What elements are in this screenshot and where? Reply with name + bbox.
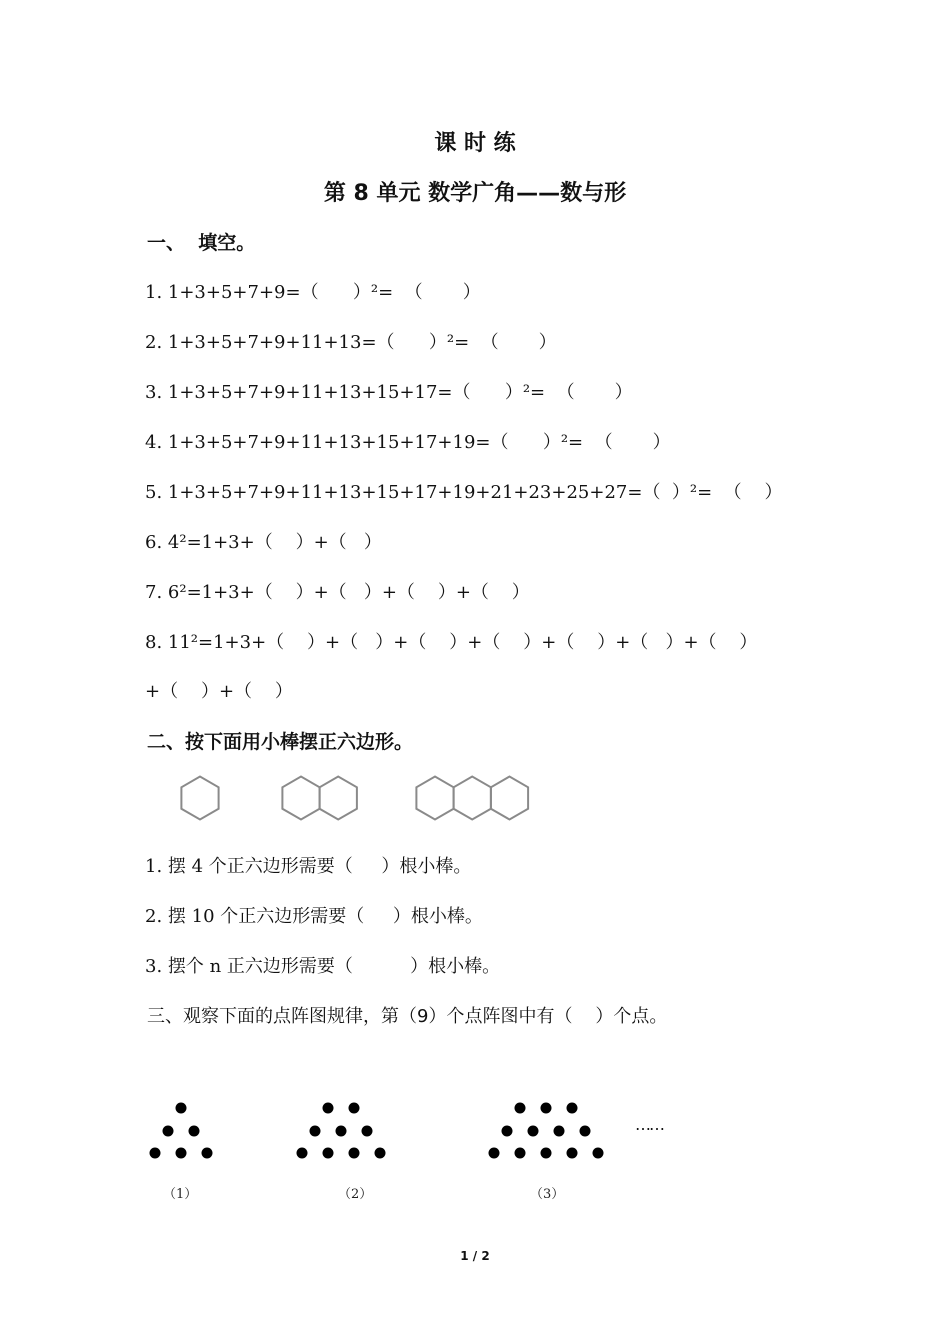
pattern-dot (567, 1103, 578, 1114)
pattern-dot (349, 1103, 360, 1114)
pattern-dot (349, 1148, 360, 1159)
pattern-dot (362, 1126, 373, 1137)
pattern-dot (515, 1103, 526, 1114)
page-title: 课 时 练 (434, 131, 516, 156)
pattern-dot (567, 1148, 578, 1159)
hexagon-shape (282, 777, 319, 820)
fill-item-2: 2. 1+3+5+7+9+11+13=（ ）²= （ ） (145, 332, 557, 353)
hex-item-1: 1. 摆 4 个正六边形需要（ ）根小棒。 (145, 856, 472, 877)
pattern-dot (515, 1148, 526, 1159)
pattern-dot (593, 1148, 604, 1159)
hex-item-3: 3. 摆个 n 正六边形需要（ ）根小棒。 (145, 956, 501, 977)
fill-item-5: 5. 1+3+5+7+9+11+13+15+17+19+21+23+25+27=（ ）²= （ ） (145, 482, 783, 503)
pattern-dot (189, 1126, 200, 1137)
hexagon-shape (320, 777, 357, 820)
pattern-dot (297, 1148, 308, 1159)
pattern-dot (323, 1103, 334, 1114)
pattern-dot (502, 1126, 513, 1137)
pattern-dot (336, 1126, 347, 1137)
pattern-dot (176, 1103, 187, 1114)
pattern-label-3: （3） (530, 1187, 565, 1202)
pattern-dot (176, 1148, 187, 1159)
pattern-dot (541, 1103, 552, 1114)
fill-item-1: 1. 1+3+5+7+9=（ ）²= （ ） (145, 282, 481, 303)
section-2-heading: 二、按下面用小棒摆正六边形。 (147, 731, 414, 753)
hex-item-2: 2. 摆 10 个正六边形需要（ ）根小棒。 (145, 906, 483, 927)
pattern-ellipsis: …… (635, 1115, 663, 1134)
pattern-dot (323, 1148, 334, 1159)
hexagon-shape (454, 777, 491, 820)
pattern-dot (310, 1126, 321, 1137)
fill-item-8: 8. 11²=1+3+（ ）+（ ）+（ ）+（ ）+（ ）+（ ）+（ ） (145, 632, 758, 653)
fill-item-6: 6. 4²=1+3+（ ）+（ ） (145, 532, 382, 553)
hexagon-shape (491, 777, 528, 820)
pattern-label-1: （1） (163, 1187, 198, 1202)
fill-item-3: 3. 1+3+5+7+9+11+13+15+17=（ ）²= （ ） (145, 382, 633, 403)
pattern-dot (541, 1148, 552, 1159)
pattern-dot (202, 1148, 213, 1159)
pattern-dot (163, 1126, 174, 1137)
section-3-heading: 三、观察下面的点阵图规律，第（9）个点阵图中有（ ）个点。 (147, 1006, 668, 1027)
pattern-dot (580, 1126, 591, 1137)
pattern-label-2: （2） (338, 1187, 373, 1202)
page-number: 1 / 2 (460, 1249, 490, 1263)
fill-item-7: 7. 6²=1+3+（ ）+（ ）+（ ）+（ ） (145, 582, 530, 603)
hexagon-shape (181, 777, 218, 820)
pattern-dot (150, 1148, 161, 1159)
hexagon-shape (416, 777, 453, 820)
unit-subtitle: 第 8 单元 数学广角——数与形 (323, 181, 627, 206)
section-1-heading: 一、 填空。 (147, 232, 256, 254)
fill-item-8-continued: +（ ）+（ ） (145, 681, 293, 702)
fill-item-4: 4. 1+3+5+7+9+11+13+15+17+19=（ ）²= （ ） (145, 432, 671, 453)
pattern-dot (528, 1126, 539, 1137)
pattern-dot (489, 1148, 500, 1159)
pattern-dot (375, 1148, 386, 1159)
pattern-dot (554, 1126, 565, 1137)
